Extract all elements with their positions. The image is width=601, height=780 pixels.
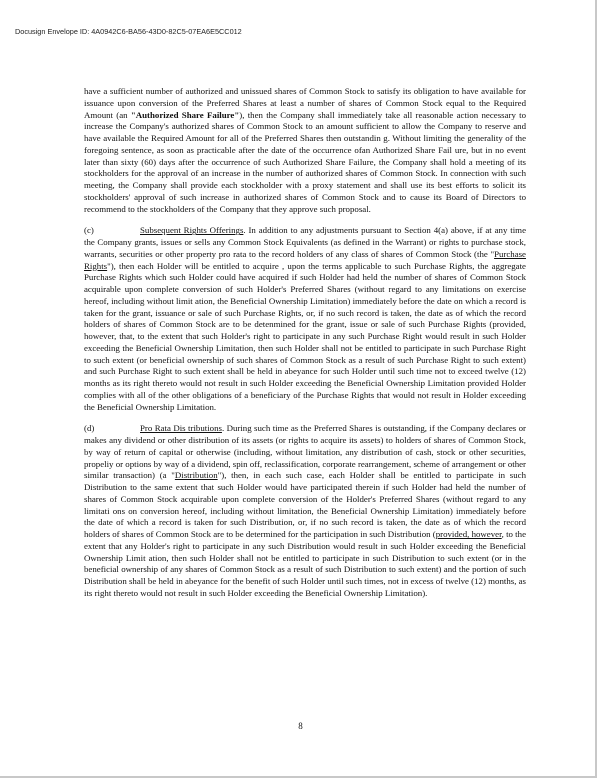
section-label: (d) [84,423,95,434]
paragraph-text: "), then, in each such case, each Holder shall be entitled to participate in such Distribution to the same extent that such Holder would have participated therein if such Holder had held the number of shares of Common Stock acquirable upon complete conversion of the Holder's Preferred Shares (without regard to any limitati ons on conversion hereof, including without limitation, the Beneficial Ownership Limitation) immediately before the date of which a record is taken for such Distribution, or, if no such record is taken, the date as of which the record holders of shares of Common Stock are to be determined for the participation in such Distribution ( [84,470,526,539]
defined-term: "Authorized Share Failure" [130,109,240,120]
paragraph-pro-rata-distributions [84,423,526,599]
paragraph-text: . In addition to any adjustments pursuant to Section 4(a) above, if at any time the Company grants, issues or sells any Common Stock Equivalents (as defined in the Warrant) or rights to purchase stock, warrants, securities or other property pro rata to the record holders of any class of shares of Common Stock (the " [84,225,526,259]
defined-term: Purchase Rights [84,248,526,271]
section-heading: Pro Rata Dis tributions [140,423,222,434]
paragraph-subsequent-rights-offerings [84,225,526,413]
paragraph-text: , to the extent that any Holder's right to participate in any such Distribution would result in such Holder exceeding the Beneficial Ownership Limit ation, then such Holder shall not be entitled to participate in such Distribution to such extent (or in the beneficial ownership of any shares of Common Stock as a result of such Distribution to such extent) and the portion of such Distribution shall be held in abeyance for the benefit of such Holder until such times, not in excess of twelve (12) months, as its right thereto would not result in such Holder exceeding the Beneficial Ownership Limitation). [84,529,526,598]
page-number: 8 [298,721,303,731]
paragraph-text: ), then the Company shall immediately take all reasonable action necessary to increase the Company's authorized shares of Common Stock to an amount sufficient to allow the Company to reserve and have available the Required Amount for all of the Preferred Shares then outstandin g. Without limiting the generality of the foregoing sentence, as soon as practicable after the date of the occurrence ofan Authorized Share Fail ure, but in no event later than sixty (60) days after the occurrence of such Authorized Share Failure, the Company shall hold a meeting of its stockholders for the approval of an increase in the number of authorized shares of Common Stock. In connection with such meeting, the Company shall provide each stockholder with a proxy statement and shall use its best efforts to solicit its stockholders' approval of such increase in authorized shares of Common Stock and to cause its Board of Directors to recommend to the stockholders of the Company that they approve such proposal. [84,109,527,214]
defined-term: Distribution [174,470,218,481]
paragraph-text: have a sufficient number of authorized and unissued shares of Common Stock to satisfy its obligation to have available for issuance upon conversion of the Preferred Shares at least a number of shares of Common Stock equal to the Required Amount (an [84,86,526,120]
paragraph-text: "), then each Holder will be entitled to acquire , upon the terms applicable to such Purchase Rights, the aggregate Purchase Rights which such Holder could have acquired if such Holder had held the number of shares of Common Stock acquirable upon complete conversion of such Holder's Preferred Shares (without regard to any limitations on exercise hereof, including without limit ation, the Beneficial Ownership Limitation) immediately before the date on which a record is taken for the grant, issuance or sale of such Purchase Rights, or, if no such record is taken, the date as of which the record holders of shares of Common Stock are to be detenmined for the grant, issue or sale of such Purchase Rights (provided, however, that, to the extent that such Holder's right to participate in any such Purchase Right would result in such Holder exceeding the Beneficial Ownership Limitation, then such Holder shall not be entitled to participate in such Purchase Right to such extent (or beneficial ownership of such shares of Common Stock as a result of such Purchase Right to such extent) and such Purchase Right to such extent shall be held in abeyance for such Holder until such time not to exceed twelve (12) months as its right thereto would not result in such Holder exceeding the Beneficial Ownership Limitation provided Holder complies with all of the other obligations of a beneficiary of the Purchase Rights that would not result in Holder exceeding the Beneficial Ownership Limitation. [84,260,526,412]
document-body [84,86,526,600]
paragraph-authorized-share-failure [84,86,526,215]
section-heading: Subsequent Rights Offerings [140,225,244,236]
envelope-id: Docusign Envelope ID: 4A0942C6-BA56-43D0-82C5-07EA6E5CC012 [15,27,242,36]
proviso-term: provided, however [435,529,502,539]
paragraph-text: . During such time as the Preferred Shares is outstanding, if the Company declares or makes any dividend or other distribution of its assets (or rights to acquire its assets) to holders of shares of Common Stock, by way of return of capital or otherwise (including, without limitation, any distribution of cash, stock or other securities, propeliy or options by way of a dividend, spin off, reclassification, corporate rearrangement, scheme of arrangement or other similar transaction) (a " [84,423,527,481]
section-label: (c) [84,225,94,236]
